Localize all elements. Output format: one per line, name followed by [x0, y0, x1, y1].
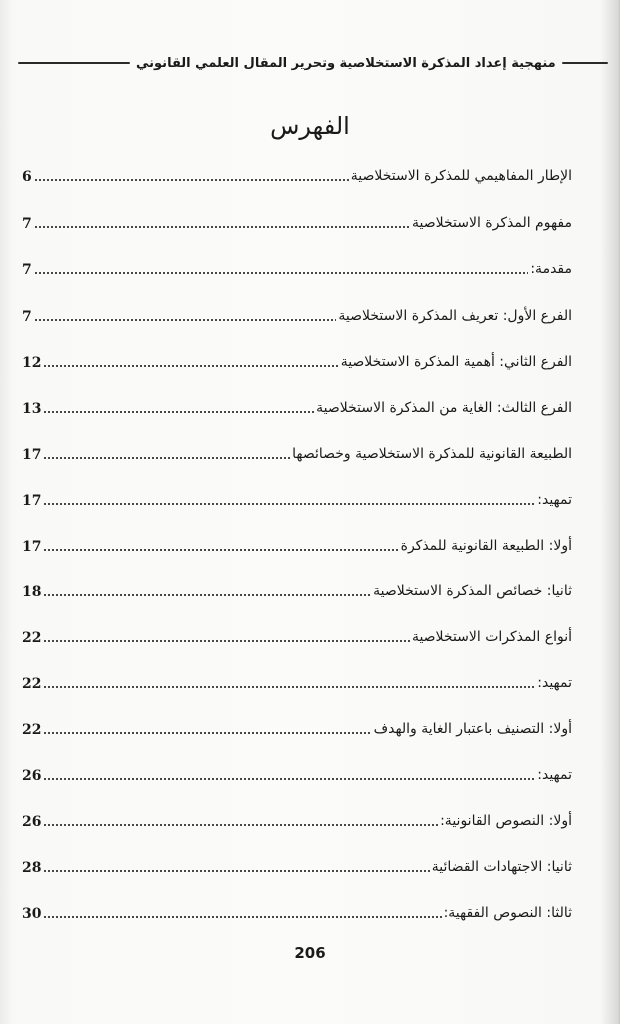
toc-entry-title: الفرع الثاني: أهمية المذكرة الاستخلاصية	[340, 354, 572, 370]
toc-page-number: 17	[22, 493, 42, 509]
toc-page-number: 28	[22, 860, 42, 876]
toc-entry	[22, 207, 572, 233]
toc-page-number: 17	[22, 539, 42, 555]
toc-entry-title: الفرع الأول: تعريف المذكرة الاستخلاصية	[338, 308, 572, 324]
dot-leader	[43, 731, 371, 735]
dot-leader	[43, 639, 409, 643]
toc-page-number: 22	[22, 630, 42, 646]
dot-leader	[43, 502, 535, 506]
toc-title: الفهرس	[270, 112, 350, 140]
dot-leader	[43, 456, 290, 460]
toc-entry	[22, 160, 572, 186]
dot-leader	[34, 318, 337, 322]
toc-entry-title: ثالثا: النصوص الفقهية:	[443, 905, 572, 921]
dot-leader	[43, 915, 441, 919]
running-header	[18, 52, 598, 74]
dot-leader	[34, 178, 349, 182]
toc-entry	[22, 253, 572, 279]
toc-entry	[22, 897, 572, 923]
dot-leader	[43, 685, 535, 689]
toc-entry	[22, 438, 572, 464]
dot-leader	[34, 225, 410, 229]
toc-entry	[22, 851, 572, 877]
toc-entry-title: أولا: الطبيعة القانونية للمذكرة	[400, 538, 572, 554]
toc-entry-title: تمهيد:	[537, 492, 572, 508]
toc-entry	[22, 713, 572, 739]
toc-entry-title: أنواع المذكرات الاستخلاصية	[411, 629, 572, 645]
toc-entry-title: تمهيد:	[537, 675, 572, 691]
toc-entry-title: تمهيد:	[537, 767, 572, 783]
dot-leader	[43, 410, 314, 414]
toc-entry-title: مفهوم المذكرة الاستخلاصية	[412, 215, 572, 231]
toc-page-number: 18	[22, 584, 42, 600]
toc-entry-title: مقدمة:	[530, 261, 572, 277]
toc-page-number: 7	[22, 309, 32, 325]
toc-entry-title: الفرع الثالث: الغاية من المذكرة الاستخلاصية	[316, 400, 572, 416]
toc-entry-title: أولا: التصنيف باعتبار الغاية والهدف	[373, 721, 572, 737]
toc-entry-title: الطبيعة القانونية للمذكرة الاستخلاصية وخصائصها	[292, 446, 572, 462]
toc-page-number: 6	[22, 169, 32, 185]
running-header-title: منهجية إعداد المذكرة الاستخلاصية وتحرير المقال العلمي القانوني	[136, 55, 556, 71]
dot-leader	[43, 548, 398, 552]
toc-entry-title: أولا: النصوص القانونية:	[440, 813, 572, 829]
toc-entry	[22, 575, 572, 601]
toc-page-number: 26	[22, 768, 42, 784]
header-rule-right	[562, 62, 608, 64]
toc-entry	[22, 346, 572, 372]
toc-page-number: 7	[22, 262, 32, 278]
dot-leader	[43, 869, 429, 873]
dot-leader	[43, 777, 535, 781]
toc-page-number: 13	[22, 401, 42, 417]
toc-entry	[22, 484, 572, 510]
toc-entry	[22, 300, 572, 326]
toc-page-number: 12	[22, 355, 42, 371]
toc-entry	[22, 621, 572, 647]
toc-entry	[22, 530, 572, 556]
dot-leader	[34, 271, 529, 275]
toc-page-number: 7	[22, 216, 32, 232]
toc-page-number: 26	[22, 814, 42, 830]
toc-entry	[22, 392, 572, 418]
page-number: 206	[294, 944, 326, 962]
toc-page-number: 22	[22, 722, 42, 738]
dot-leader	[43, 364, 338, 368]
toc-entry-title: ثانيا: خصائص المذكرة الاستخلاصية	[373, 583, 572, 599]
header-rule-left	[18, 62, 130, 64]
toc-entry-title: ثانيا: الاجتهادات القضائية	[431, 859, 572, 875]
toc-page-number: 30	[22, 906, 42, 922]
toc-entry-title: الإطار المفاهيمي للمذكرة الاستخلاصية	[350, 168, 572, 184]
dot-leader	[43, 823, 438, 827]
toc-entry	[22, 759, 572, 785]
toc-page-number: 22	[22, 676, 42, 692]
dot-leader	[43, 593, 371, 597]
toc-entry	[22, 805, 572, 831]
toc-page-number: 17	[22, 447, 42, 463]
toc-entry	[22, 667, 572, 693]
